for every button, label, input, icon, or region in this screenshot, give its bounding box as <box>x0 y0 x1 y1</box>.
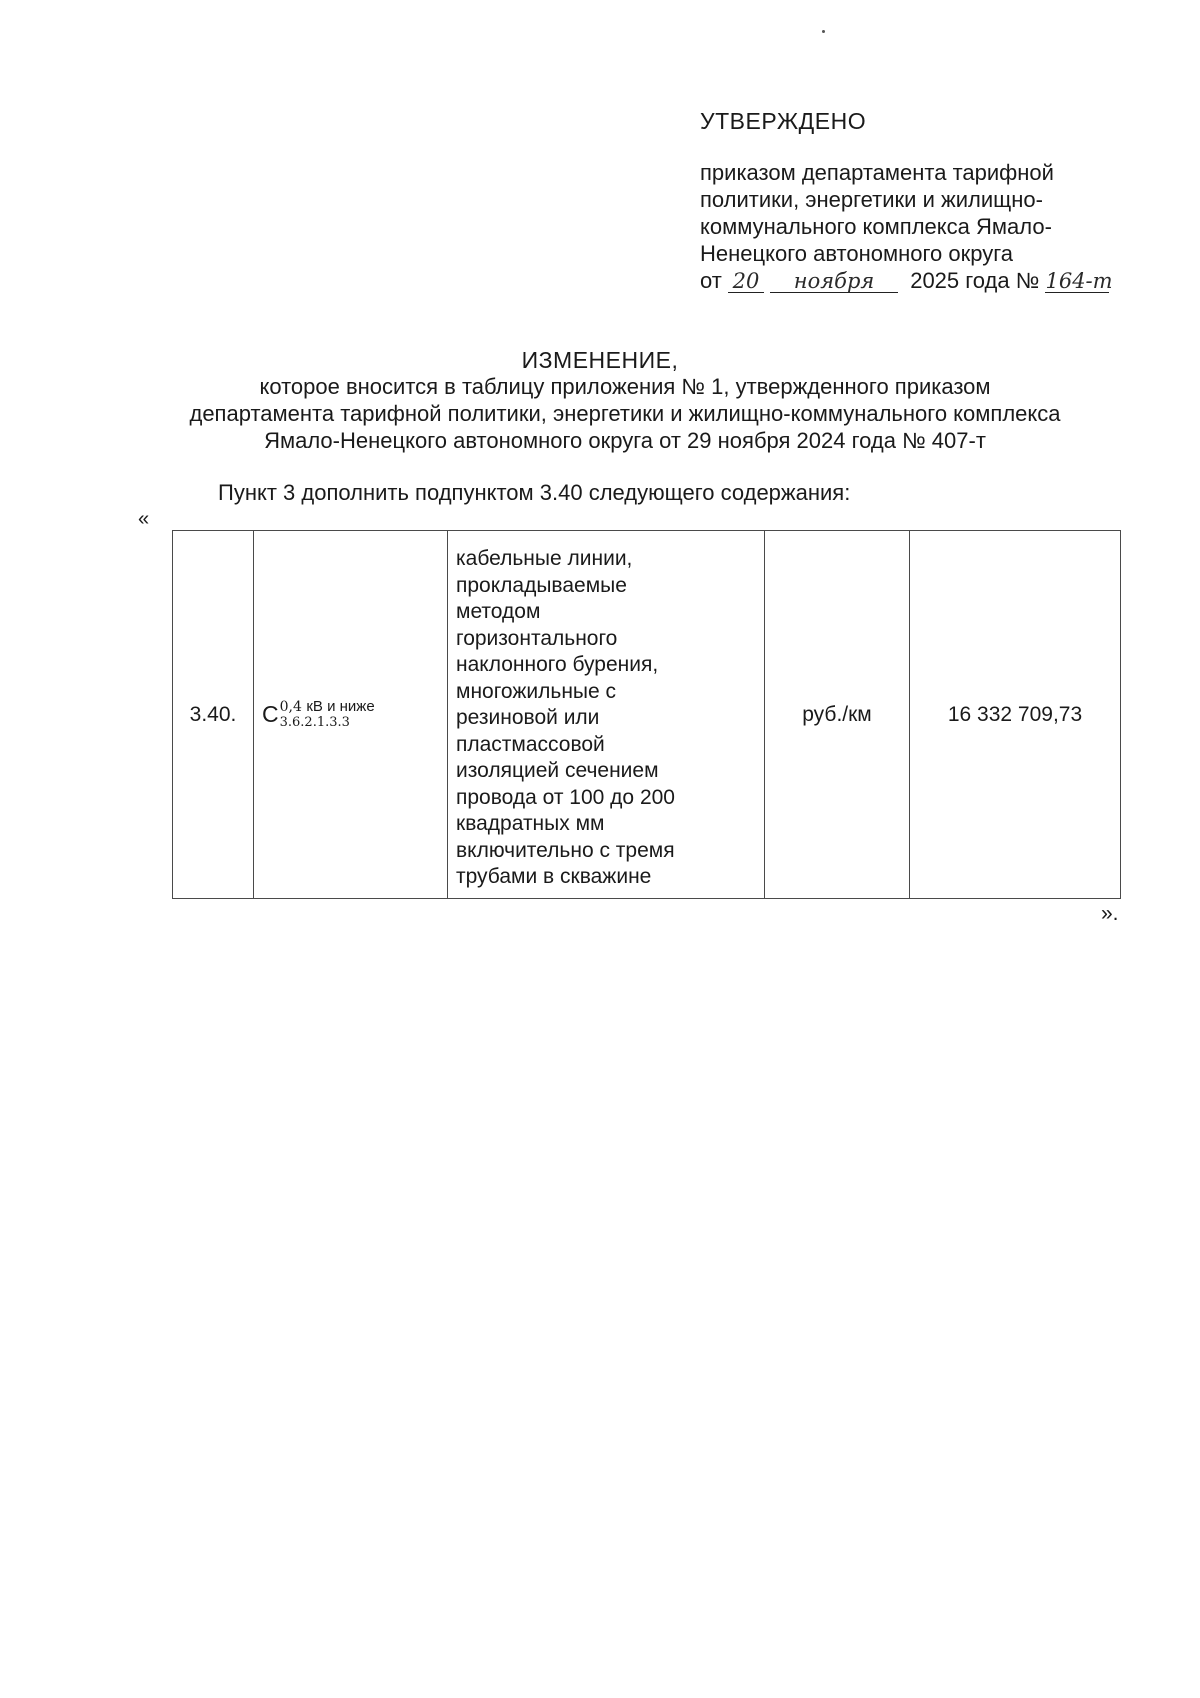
rate-code <box>254 531 448 899</box>
quote-open: « <box>138 508 150 530</box>
description-line: горизонтального <box>456 626 618 650</box>
rate-code-base: C <box>262 701 279 727</box>
row-number: 3.40. <box>173 531 254 899</box>
handwritten-order-number: 164-т <box>1045 269 1113 293</box>
document-subtitle <box>150 373 1100 454</box>
description-line: наклонного бурения, <box>456 653 659 677</box>
description-line: кабельные линии, <box>456 547 633 571</box>
voltage-value: 0,4 <box>279 699 302 715</box>
quote-close: ». <box>1101 902 1119 925</box>
description-line: трубами в скважине <box>456 865 652 889</box>
description-line: резиновой или <box>456 706 600 730</box>
approval-date-line <box>700 267 1113 294</box>
approval-line: приказом департамента тарифной <box>700 160 1054 185</box>
description-line: квадратных мм <box>456 812 605 836</box>
description-line: пластмассовой <box>456 732 605 756</box>
description-line: прокладываемые <box>456 573 627 597</box>
voltage-text: кВ и ниже <box>306 698 375 715</box>
approval-block <box>700 159 1113 294</box>
description-line: многожильные с <box>456 679 617 703</box>
description-line: методом <box>456 600 541 624</box>
subtitle-line: департамента тарифной политики, энергетики и жилищно-коммунального комплекса <box>189 401 1061 426</box>
rate-code-formula <box>262 699 375 730</box>
subtitle-line: Ямало-Ненецкого автономного округа от 29 ноября 2024 года № 407-т <box>264 428 986 453</box>
handwritten-day: 20 <box>728 270 764 293</box>
approval-line: коммунального комплекса Ямало- <box>700 214 1052 239</box>
description-line: изоляцией сечением <box>456 759 659 783</box>
rate-code-superscript <box>280 699 375 715</box>
row-description <box>448 531 765 899</box>
amendment-paragraph: Пункт 3 дополнить подпунктом 3.40 следующего содержания: <box>218 480 851 505</box>
rate-code-indices <box>280 699 375 730</box>
document-title: ИЗМЕНЕНИЕ, <box>521 347 679 373</box>
scan-speck <box>822 30 825 33</box>
description-line: включительно с тремя <box>456 838 675 862</box>
subtitle-line: которое вносится в таблицу приложения № 1, утвержденного приказом <box>259 374 991 399</box>
handwritten-month: ноября <box>770 270 898 293</box>
date-year-text: 2025 года № <box>910 268 1040 293</box>
row-unit: руб./км <box>765 531 910 899</box>
approval-title: УТВЕРЖДЕНО <box>700 108 867 134</box>
approval-line: политики, энергетики и жилищно- <box>700 187 1043 212</box>
row-value: 16 332 709,73 <box>910 531 1121 899</box>
table-row <box>173 531 1121 899</box>
description-line: провода от 100 до 200 <box>456 785 675 809</box>
tariff-table <box>172 530 1121 899</box>
approval-line: Ненецкого автономного округа <box>700 241 1014 266</box>
rate-code-subscript: 3.6.2.1.3.3 <box>279 715 350 730</box>
date-prefix: от <box>700 268 722 293</box>
